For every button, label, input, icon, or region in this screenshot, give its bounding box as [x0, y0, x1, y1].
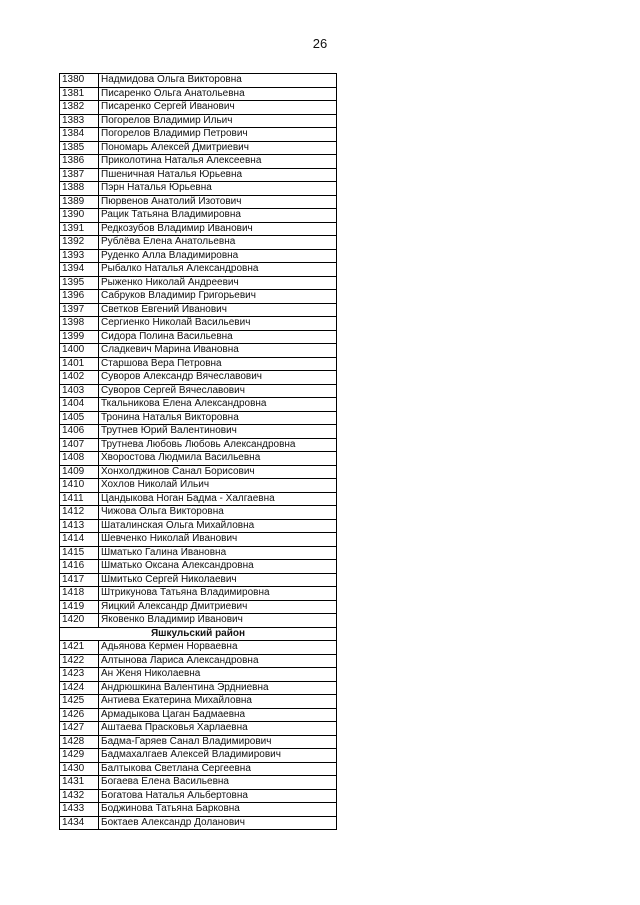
row-number: 1419 — [60, 600, 99, 614]
row-number: 1422 — [60, 654, 99, 668]
table-row — [60, 114, 337, 128]
person-name: Боктаев Александр Доланович — [99, 816, 337, 830]
table-row — [60, 155, 337, 169]
row-number: 1417 — [60, 573, 99, 587]
table-row — [60, 789, 337, 803]
row-number: 1383 — [60, 114, 99, 128]
table-row — [60, 776, 337, 790]
row-number: 1401 — [60, 357, 99, 371]
person-name: Адьянова Кермен Норваевна — [99, 641, 337, 655]
table-row — [60, 492, 337, 506]
table-row — [60, 74, 337, 88]
table-row — [60, 749, 337, 763]
row-number: 1406 — [60, 425, 99, 439]
table-row — [60, 600, 337, 614]
person-list-table — [59, 73, 337, 830]
person-name: Яковенко Владимир Иванович — [99, 614, 337, 628]
table-row — [60, 654, 337, 668]
person-name: Рацик Татьяна Владимировна — [99, 209, 337, 223]
row-number: 1429 — [60, 749, 99, 763]
table-row — [60, 276, 337, 290]
row-number: 1399 — [60, 330, 99, 344]
person-name: Шевченко Николай Иванович — [99, 533, 337, 547]
table-row — [60, 803, 337, 817]
row-number: 1424 — [60, 681, 99, 695]
table-row — [60, 317, 337, 331]
row-number: 1423 — [60, 668, 99, 682]
table-row — [60, 465, 337, 479]
table-row — [60, 128, 337, 142]
table-row — [60, 141, 337, 155]
person-name: Андрюшкина Валентина Эрдниевна — [99, 681, 337, 695]
row-number: 1390 — [60, 209, 99, 223]
table-row — [60, 290, 337, 304]
table-row — [60, 411, 337, 425]
table-row — [60, 762, 337, 776]
person-name: Хворостова Людмила Васильевна — [99, 452, 337, 466]
table-row — [60, 371, 337, 385]
row-number: 1409 — [60, 465, 99, 479]
row-number: 1391 — [60, 222, 99, 236]
table-row — [60, 384, 337, 398]
person-name: Антиева Екатерина Михайловна — [99, 695, 337, 709]
person-name: Шмитько Сергей Николаевич — [99, 573, 337, 587]
table-row — [60, 614, 337, 628]
person-name: Цандыкова Ноган Бадма - Халгаевна — [99, 492, 337, 506]
table-row — [60, 195, 337, 209]
table-row — [60, 695, 337, 709]
person-name: Рублёва Елена Анатольевна — [99, 236, 337, 250]
row-number: 1427 — [60, 722, 99, 736]
person-name: Армадыкова Цаган Бадмаевна — [99, 708, 337, 722]
person-name: Хонхолджинов Санал Борисович — [99, 465, 337, 479]
table-row — [60, 263, 337, 277]
person-name: Светков Евгений Иванович — [99, 303, 337, 317]
table-row — [60, 249, 337, 263]
row-number: 1418 — [60, 587, 99, 601]
person-name: Писаренко Ольга Анатольевна — [99, 87, 337, 101]
row-number: 1385 — [60, 141, 99, 155]
table-row — [60, 222, 337, 236]
table-row — [60, 479, 337, 493]
person-name: Ткальникова Елена Александровна — [99, 398, 337, 412]
person-name: Балтыкова Светлана Сергеевна — [99, 762, 337, 776]
person-name: Рыженко Николай Андреевич — [99, 276, 337, 290]
table-row — [60, 722, 337, 736]
row-number: 1434 — [60, 816, 99, 830]
table-row — [60, 546, 337, 560]
table-row — [60, 681, 337, 695]
table-row — [60, 587, 337, 601]
section-header-row — [60, 627, 337, 641]
person-name: Бадма-Гаряев Санал Владимирович — [99, 735, 337, 749]
person-name: Приколотина Наталья Алексеевна — [99, 155, 337, 169]
table-row — [60, 708, 337, 722]
row-number: 1425 — [60, 695, 99, 709]
table-row — [60, 209, 337, 223]
person-name: Пшеничная Наталья Юрьевна — [99, 168, 337, 182]
table-row — [60, 735, 337, 749]
row-number: 1420 — [60, 614, 99, 628]
table-row — [60, 519, 337, 533]
person-name: Шматько Оксана Александровна — [99, 560, 337, 574]
row-number: 1387 — [60, 168, 99, 182]
row-number: 1408 — [60, 452, 99, 466]
person-name: Шматько Галина Ивановна — [99, 546, 337, 560]
row-number: 1421 — [60, 641, 99, 655]
row-number: 1414 — [60, 533, 99, 547]
row-number: 1412 — [60, 506, 99, 520]
person-name: Хохлов Николай Ильич — [99, 479, 337, 493]
table-row — [60, 87, 337, 101]
row-number: 1428 — [60, 735, 99, 749]
person-name: Аштаева Прасковья Харлаевна — [99, 722, 337, 736]
person-list-body — [60, 74, 337, 830]
person-name: Писаренко Сергей Иванович — [99, 101, 337, 115]
section-title: Яшкульский район — [60, 627, 337, 641]
row-number: 1386 — [60, 155, 99, 169]
person-name: Надмидова Ольга Викторовна — [99, 74, 337, 88]
table-row — [60, 168, 337, 182]
person-name: Пономарь Алексей Дмитриевич — [99, 141, 337, 155]
row-number: 1416 — [60, 560, 99, 574]
table-row — [60, 506, 337, 520]
person-name: Богаева Елена Васильевна — [99, 776, 337, 790]
person-name: Старшова Вера Петровна — [99, 357, 337, 371]
row-number: 1397 — [60, 303, 99, 317]
person-name: Пюрвенов Анатолий Изотович — [99, 195, 337, 209]
row-number: 1411 — [60, 492, 99, 506]
row-number: 1384 — [60, 128, 99, 142]
person-name: Трутнева Любовь Любовь Александровна — [99, 438, 337, 452]
row-number: 1430 — [60, 762, 99, 776]
table-row — [60, 236, 337, 250]
person-name: Богатова Наталья Альбертовна — [99, 789, 337, 803]
person-name: Сергиенко Николай Васильевич — [99, 317, 337, 331]
table-row — [60, 533, 337, 547]
row-number: 1395 — [60, 276, 99, 290]
person-name: Ан Женя Николаевна — [99, 668, 337, 682]
table-row — [60, 573, 337, 587]
person-name: Штрикунова Татьяна Владимировна — [99, 587, 337, 601]
row-number: 1392 — [60, 236, 99, 250]
row-number: 1410 — [60, 479, 99, 493]
row-number: 1388 — [60, 182, 99, 196]
row-number: 1394 — [60, 263, 99, 277]
person-name: Бадмахалгаев Алексей Владимирович — [99, 749, 337, 763]
table-row — [60, 668, 337, 682]
row-number: 1404 — [60, 398, 99, 412]
row-number: 1389 — [60, 195, 99, 209]
row-number: 1400 — [60, 344, 99, 358]
person-name: Сидора Полина Васильевна — [99, 330, 337, 344]
person-name: Трутнев Юрий Валентинович — [99, 425, 337, 439]
table-row — [60, 816, 337, 830]
person-name: Погорелов Владимир Ильич — [99, 114, 337, 128]
person-name: Рыбалко Наталья Александровна — [99, 263, 337, 277]
row-number: 1432 — [60, 789, 99, 803]
table-row — [60, 182, 337, 196]
page-number: 26 — [312, 36, 328, 51]
person-name: Яицкий Александр Дмитриевич — [99, 600, 337, 614]
row-number: 1393 — [60, 249, 99, 263]
table-row — [60, 560, 337, 574]
row-number: 1415 — [60, 546, 99, 560]
person-name: Суворов Александр Вячеславович — [99, 371, 337, 385]
person-name: Суворов Сергей Вячеславович — [99, 384, 337, 398]
table-row — [60, 330, 337, 344]
person-name: Сабруков Владимир Григорьевич — [99, 290, 337, 304]
person-name: Чижова Ольга Викторовна — [99, 506, 337, 520]
row-number: 1403 — [60, 384, 99, 398]
row-number: 1426 — [60, 708, 99, 722]
row-number: 1433 — [60, 803, 99, 817]
table-row — [60, 425, 337, 439]
table-row — [60, 303, 337, 317]
person-name: Сладкевич Марина Ивановна — [99, 344, 337, 358]
table-row — [60, 344, 337, 358]
person-name: Тронина Наталья Викторовна — [99, 411, 337, 425]
person-name: Руденко Алла Владимировна — [99, 249, 337, 263]
row-number: 1402 — [60, 371, 99, 385]
person-name: Алтынова Лариса Александровна — [99, 654, 337, 668]
row-number: 1407 — [60, 438, 99, 452]
table-row — [60, 398, 337, 412]
table-row — [60, 452, 337, 466]
row-number: 1405 — [60, 411, 99, 425]
person-name: Пэрн Наталья Юрьевна — [99, 182, 337, 196]
person-name: Шаталинская Ольга Михайловна — [99, 519, 337, 533]
row-number: 1413 — [60, 519, 99, 533]
table-row — [60, 438, 337, 452]
row-number: 1381 — [60, 87, 99, 101]
row-number: 1398 — [60, 317, 99, 331]
table-row — [60, 101, 337, 115]
row-number: 1396 — [60, 290, 99, 304]
person-name: Боджинова Татьяна Барковна — [99, 803, 337, 817]
table-row — [60, 641, 337, 655]
person-name: Погорелов Владимир Петрович — [99, 128, 337, 142]
person-name: Редкозубов Владимир Иванович — [99, 222, 337, 236]
table-row — [60, 357, 337, 371]
row-number: 1431 — [60, 776, 99, 790]
row-number: 1382 — [60, 101, 99, 115]
row-number: 1380 — [60, 74, 99, 88]
